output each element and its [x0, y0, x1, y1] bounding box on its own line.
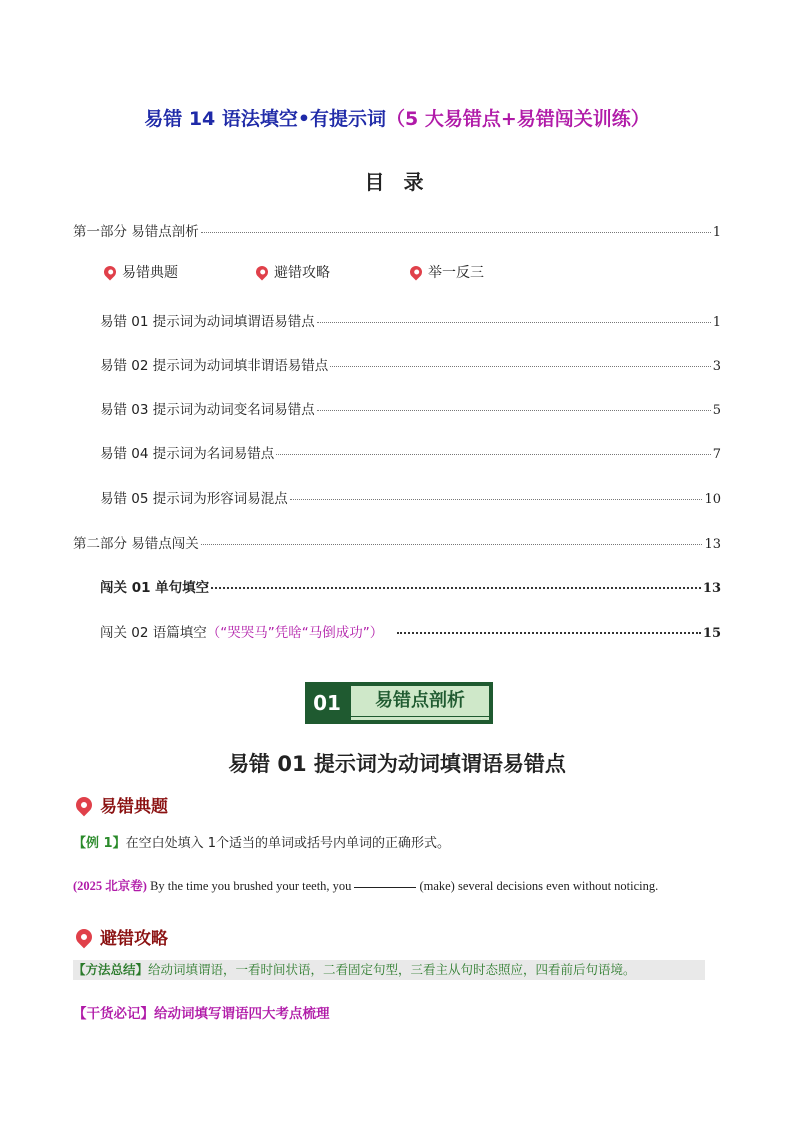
- section-banner: [305, 682, 493, 724]
- toc-part1-label: 第一部分 易错点剖析: [73, 224, 199, 240]
- example-question: [73, 876, 658, 894]
- map-pin-icon: [73, 793, 96, 816]
- toc-page-number: 13: [702, 581, 721, 596]
- toc-entry-01[interactable]: [100, 310, 721, 330]
- section-title: 易错 01 提示词为动词填谓语易错点: [228, 752, 566, 776]
- toc-page-number: 10: [704, 492, 721, 507]
- banner-label: 易错点剖析: [351, 686, 489, 716]
- toc-entry-label: 易错 03 提示词为动词变名词易错点: [100, 402, 315, 418]
- toc-part2-label: 第二部分 易错点闯关: [73, 536, 199, 552]
- example-tag: 【例 1】: [73, 836, 126, 851]
- toc-entry-label: 易错 02 提示词为动词填非谓语易错点: [100, 358, 329, 374]
- toc-leader-dots: [330, 366, 710, 367]
- toc-challenge-label: [100, 576, 209, 596]
- toc-part1[interactable]: [73, 220, 721, 240]
- challenge-subtitle: （“哭哭马”凭啥“马倒成功”）: [206, 625, 384, 641]
- question-before: By the time you brushed your teeth, you: [150, 879, 352, 893]
- toc-entry-label: 易错 04 提示词为名词易错点: [100, 446, 275, 462]
- toc-leader-dots: [211, 587, 701, 589]
- toc-leader-dots: [276, 454, 710, 455]
- toc-leader-dots: [201, 544, 703, 545]
- toc-entry-label: 易错 01 提示词为动词填谓语易错点: [100, 314, 315, 330]
- toc-entry-02[interactable]: [100, 354, 721, 374]
- banner-number: 01: [313, 691, 341, 715]
- toc-entry-04[interactable]: [100, 442, 721, 462]
- toc-challenge-01[interactable]: [100, 576, 721, 596]
- title-main: 易错 14 语法填空•有提示词: [144, 108, 387, 130]
- document-title: [0, 104, 794, 131]
- legend-item-strategy: [256, 262, 330, 282]
- strategy-heading: [76, 924, 168, 949]
- typical-heading: [76, 792, 168, 817]
- toc-page-number: 1: [712, 225, 721, 240]
- legend-label: 易错典题: [122, 265, 178, 281]
- toc-leader-dots: [397, 632, 701, 634]
- method-tag: 【方法总结】: [73, 962, 149, 977]
- toc-page-number: 5: [712, 403, 721, 418]
- toc-entry-label: 易错 05 提示词为形容词易混点: [100, 491, 288, 507]
- toc-leader-dots: [317, 322, 711, 323]
- legend-item-typical: [104, 262, 178, 282]
- toc-page-number: 7: [712, 447, 721, 462]
- title-subtitle: （5 大易错点+易错闯关训练）: [386, 108, 650, 130]
- example-text: 在空白处填入 1个适当的单词或括号内单词的正确形式。: [125, 836, 450, 851]
- toc-part2[interactable]: [73, 532, 721, 552]
- toc-page-number: 13: [704, 537, 721, 552]
- toc-entry-03[interactable]: [100, 398, 721, 418]
- question-source: (2025 北京卷): [73, 879, 147, 893]
- map-pin-icon: [102, 264, 119, 281]
- legend-label: 举一反三: [428, 265, 484, 281]
- toc-leader-dots: [290, 499, 703, 500]
- map-pin-icon: [408, 264, 425, 281]
- question-after: (make) several decisions even without noticing.: [419, 879, 659, 893]
- method-summary: [73, 960, 705, 980]
- strategy-heading-label: 避错攻略: [100, 929, 168, 949]
- toc-icon-legend: [104, 262, 524, 284]
- challenge-title: 闯关 02 语篇填空: [100, 625, 207, 641]
- map-pin-icon: [254, 264, 271, 281]
- toc-leader-dots: [201, 232, 711, 233]
- challenge-title: 闯关 01 单句填空: [100, 580, 210, 596]
- example-instruction: [73, 832, 450, 851]
- toc-entry-05[interactable]: [100, 487, 721, 507]
- toc-page-number: 15: [702, 626, 721, 641]
- toc-leader-dots: [317, 410, 711, 411]
- map-pin-icon: [73, 925, 96, 948]
- dry-goods-heading: 【干货必记】给动词填写谓语四大考点梳理: [73, 1006, 330, 1022]
- typical-heading-label: 易错典题: [100, 797, 168, 817]
- toc-page-number: 1: [712, 315, 721, 330]
- legend-label: 避错攻略: [274, 265, 330, 281]
- answer-blank[interactable]: [354, 887, 416, 888]
- method-text: 给动词填谓语，一看时间状语，二看固定句型，三看主从句时态照应，四看前后句语境。: [148, 962, 636, 977]
- toc-challenge-label: [100, 621, 383, 641]
- toc-challenge-02[interactable]: [100, 621, 721, 641]
- legend-item-practice: [410, 262, 484, 282]
- toc-heading: 目 录: [364, 170, 430, 194]
- toc-page-number: 3: [712, 359, 721, 374]
- banner-underline: [351, 717, 489, 720]
